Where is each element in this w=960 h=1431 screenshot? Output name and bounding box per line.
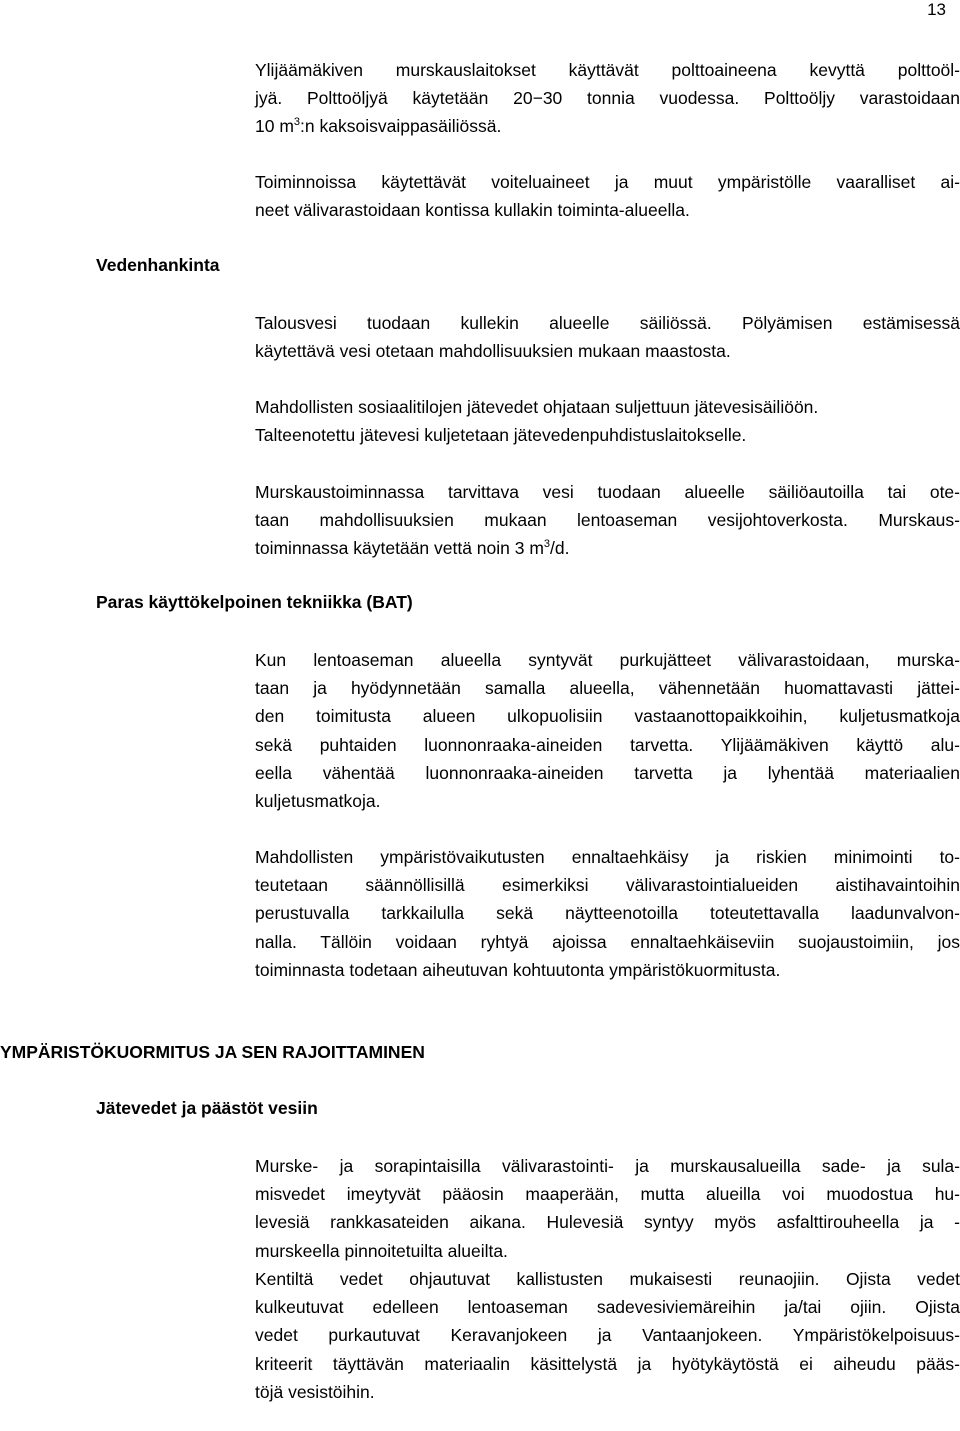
- text-line: taan mahdollisuuksien mukaan lentoaseman vesijohtoverkosta. Murskaus-: [255, 510, 960, 531]
- text-line: kulkeutuvat edelleen lentoaseman sadevesiviemäreihin ja/tai ojiin. Ojista: [255, 1297, 960, 1318]
- paragraph-drainage: [255, 1265, 960, 1406]
- text-line: teutetaan säännöllisillä esimerkiksi välivarastointialueiden aistihavaintoihin: [255, 875, 960, 896]
- paragraph-wastewater: [255, 393, 960, 449]
- text-line: misvedet imeytyvät pääosin maaperään, mutta alueilla voi muodostua hu-: [255, 1184, 960, 1205]
- text-line: Talteenotettu jätevesi kuljetetaan jätevedenpuhdistuslaitokselle.: [255, 425, 747, 446]
- section-heading-vedenhankinta: Vedenhankinta: [96, 255, 220, 275]
- text-line: sekä puhtaiden luonnonraaka-aineiden tarvetta. Ylijäämäkiven käyttö alu-: [255, 734, 960, 755]
- text-line: neet välivarastoidaan kontissa kullakin toiminta-alueella.: [255, 200, 690, 221]
- text-line: [255, 112, 960, 140]
- paragraph-risk-minimization: [255, 843, 960, 984]
- paragraph-fuel: [255, 56, 960, 141]
- paragraph-lubricants: [255, 168, 960, 224]
- text-line: levesiä rankkasateiden aikana. Hulevesiä syntyy myös asfalttirouheella ja -: [255, 1212, 960, 1233]
- text-line: taan ja hyödynnetään samalla alueella, vähennetään huomattavasti jättei-: [255, 678, 960, 699]
- text-fragment: :n kaksoisvaippasäiliössä.: [300, 116, 502, 137]
- superscript: 3: [293, 116, 301, 129]
- text-line: Murskaustoiminnassa tarvittava vesi tuodaan alueelle säiliöautoilla tai ote-: [255, 482, 960, 502]
- chapter-heading: YMPÄRISTÖKUORMITUS JA SEN RAJOITTAMINEN: [0, 1042, 425, 1062]
- text-line: vedet purkautuvat Keravanjokeen ja Vantaanjokeen. Ympäristökelpoisuus-: [255, 1325, 960, 1346]
- text-line: Talousvesi tuodaan kullekin alueelle säiliössä. Pölyämisen estämisessä: [255, 313, 960, 333]
- text-line: toiminnasta todetaan aiheutuvan kohtuutonta ympäristökuormitusta.: [255, 959, 781, 980]
- text-fragment: toiminnassa käytetään vettä noin 3 m: [255, 538, 544, 559]
- text-line: käytettävä vesi otetaan mahdollisuuksien mukaan maastosta.: [255, 341, 731, 362]
- text-line: Ylijäämäkiven murskauslaitokset käyttävät polttoaineena kevyttä polttoöl-: [255, 60, 960, 80]
- paragraph-crushing-water: [255, 478, 960, 563]
- text-line: Mahdollisten ympäristövaikutusten ennaltaehkäisy ja riskien minimointi to-: [255, 847, 960, 867]
- text-line: kriteerit täyttävän materiaalin käsittelystä ja hyötykäytöstä ei aiheudu pääs-: [255, 1353, 960, 1374]
- text-fragment: /d.: [550, 538, 570, 559]
- text-fragment: 10 m: [255, 116, 294, 137]
- superscript: 3: [543, 538, 551, 551]
- text-line: töjä vesistöihin.: [255, 1381, 375, 1402]
- section-heading-wastewater-emissions: Jätevedet ja päästöt vesiin: [96, 1098, 318, 1118]
- section-heading-bat: Paras käyttökelpoinen tekniikka (BAT): [96, 592, 413, 612]
- text-line: eella vähentää luonnonraaka-aineiden tarvetta ja lyhentää materiaalien: [255, 762, 960, 783]
- paragraph-stormwater: [255, 1152, 960, 1265]
- text-line: Kentiltä vedet ohjautuvat kallistusten mukaisesti reunaojiin. Ojista vedet: [255, 1269, 960, 1289]
- text-line: kuljetusmatkoja.: [255, 791, 381, 812]
- text-line: Toiminnoissa käytettävät voiteluaineet ja muut ympäristölle vaaralliset ai-: [255, 172, 960, 192]
- text-line: perustuvalla tarkkailulla sekä näytteenotoilla toteutettavalla laadunvalvon-: [255, 903, 960, 924]
- text-line: murskeella pinnoitetuilta alueilta.: [255, 1240, 508, 1261]
- text-line: [255, 534, 960, 562]
- text-line: den toimitusta alueen ulkopuolisiin vastaanottopaikkoihin, kuljetusmatkoja: [255, 706, 960, 727]
- paragraph-bat-demolition: [255, 646, 960, 815]
- text-line: Kun lentoaseman alueella syntyvät purkujätteet välivarastoidaan, murska-: [255, 650, 960, 670]
- text-line: Murske- ja sorapintaisilla välivarastointi- ja murskausalueilla sade- ja sula-: [255, 1156, 960, 1176]
- page-number: 13: [927, 0, 946, 19]
- text-line: Mahdollisten sosiaalitilojen jätevedet ohjataan suljettuun jätevesisäiliöön.: [255, 397, 819, 417]
- text-line: jyä. Polttoöljyä käytetään 20−30 tonnia vuodessa. Polttoöljy varastoidaan: [255, 88, 960, 109]
- paragraph-household-water: [255, 309, 960, 365]
- text-line: nalla. Tällöin voidaan ryhtyä ajoissa ennaltaehkäiseviin suojaustoimiin, jos: [255, 931, 960, 952]
